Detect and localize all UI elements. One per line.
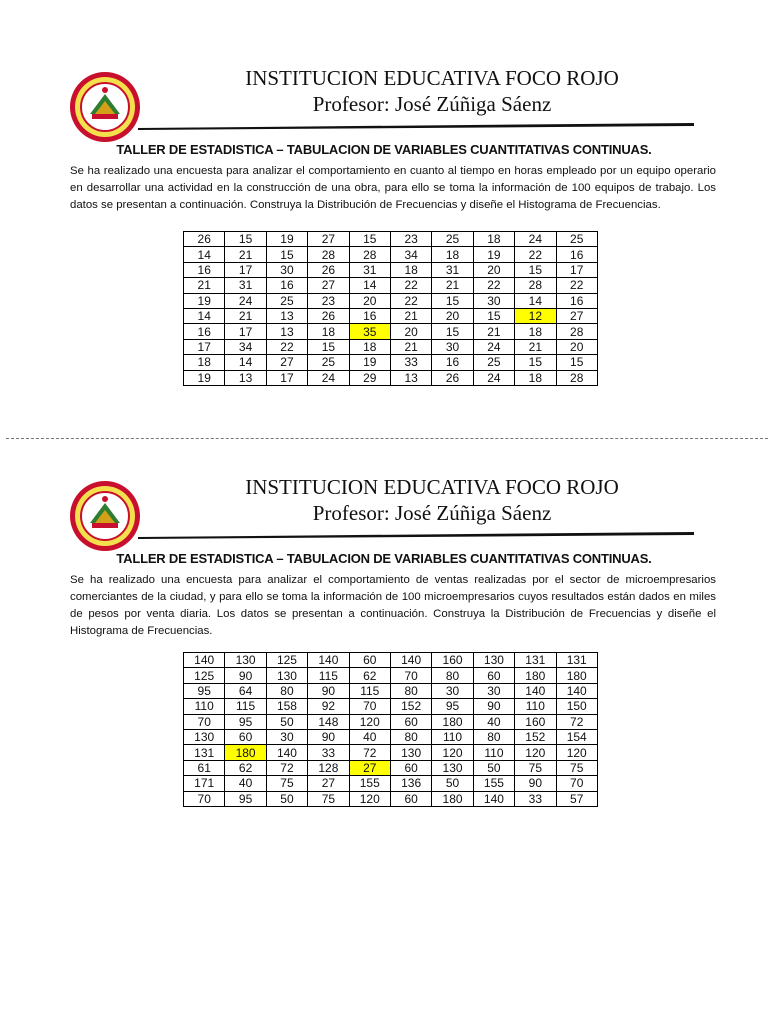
table-cell: 70 — [184, 791, 225, 806]
table-cell: 130 — [266, 668, 307, 683]
problem-statement: Se ha realizado una encuesta para analizar el comportamiento en cuanto al tiempo en horas empleado por un equipo operario en desarrollar una actividad en la construcción de una obra, para ello se toma la información de 100 equipos de trabajo. Los datos se presentan a continuación. Construya la Distribución de Frecuencias y diseñe el Histograma de Frecuencias. — [70, 165, 716, 211]
table-cell: 75 — [266, 776, 307, 791]
table-cell: 180 — [556, 668, 597, 683]
table-cell: 131 — [556, 653, 597, 668]
table-cell: 21 — [432, 278, 473, 293]
table-cell: 72 — [556, 714, 597, 729]
table-row — [184, 293, 598, 308]
table-cell: 24 — [225, 293, 266, 308]
table-row — [184, 683, 598, 698]
table-cell: 70 — [556, 776, 597, 791]
table-cell: 26 — [432, 370, 473, 385]
table-cell: 18 — [432, 247, 473, 262]
table-cell: 70 — [349, 699, 390, 714]
table-cell: 30 — [266, 262, 307, 277]
table-cell: 120 — [349, 714, 390, 729]
table-cell: 90 — [515, 776, 556, 791]
table-cell: 18 — [184, 355, 225, 370]
data-table — [183, 231, 598, 386]
table-cell: 28 — [556, 324, 597, 339]
table-row — [184, 653, 598, 668]
table-cell: 19 — [266, 232, 307, 247]
table-cell: 171 — [184, 776, 225, 791]
table-cell: 15 — [225, 232, 266, 247]
teacher-name: Profesor: José Zúñiga Sáenz — [312, 501, 552, 525]
table-cell: 16 — [556, 293, 597, 308]
table-cell: 27 — [556, 308, 597, 323]
table-cell: 31 — [225, 278, 266, 293]
school-name: INSTITUCION EDUCATIVA FOCO ROJO — [245, 475, 619, 499]
table-cell: 27 — [308, 232, 349, 247]
table-cell: 75 — [515, 760, 556, 775]
table-cell: 27 — [266, 355, 307, 370]
worksheet-title: TALLER DE ESTADISTICA – TABULACION DE VARIABLES CUANTITATIVAS CONTINUAS. — [116, 142, 652, 157]
header-rule — [138, 531, 694, 539]
table-cell: 15 — [515, 355, 556, 370]
table-cell: 154 — [556, 729, 597, 744]
table-cell: 22 — [390, 293, 431, 308]
table-row — [184, 760, 598, 775]
table-cell: 92 — [308, 699, 349, 714]
table-row — [184, 729, 598, 744]
table-cell: 50 — [473, 760, 514, 775]
table-cell: 125 — [184, 668, 225, 683]
table-cell: 24 — [515, 232, 556, 247]
table-cell: 80 — [266, 683, 307, 698]
table-row — [184, 714, 598, 729]
table-cell: 80 — [432, 668, 473, 683]
table-cell: 27 — [308, 278, 349, 293]
table-cell: 14 — [349, 278, 390, 293]
table-cell: 28 — [349, 247, 390, 262]
table-row — [184, 699, 598, 714]
cut-line — [6, 438, 768, 439]
table-cell: 30 — [266, 729, 307, 744]
table-cell: 75 — [308, 791, 349, 806]
table-cell: 31 — [349, 262, 390, 277]
table-cell: 18 — [515, 370, 556, 385]
table-cell: 120 — [349, 791, 390, 806]
table-cell: 155 — [349, 776, 390, 791]
table-cell: 140 — [390, 653, 431, 668]
table-cell: 18 — [515, 324, 556, 339]
table-cell: 17 — [556, 262, 597, 277]
table-cell: 28 — [308, 247, 349, 262]
table-cell: 15 — [349, 232, 390, 247]
table-row — [184, 355, 598, 370]
table-cell: 23 — [308, 293, 349, 308]
problem-statement: Se ha realizado una encuesta para analizar el comportamiento de ventas realizadas por el sector de microempresarios comerciantes de la ciudad, y para ello se toma la información de 100 microempresarios cuyos resultados están dados en miles de pesos por venta diaria. Los datos se presentan a continuación. Construya la Distribución de Frecuencias y diseñe el Histograma de Frecuencias. — [70, 574, 716, 637]
data-table — [183, 652, 598, 807]
table-cell: 130 — [390, 745, 431, 760]
table-cell: 21 — [225, 308, 266, 323]
table-cell: 16 — [349, 308, 390, 323]
table-cell: 70 — [184, 714, 225, 729]
table-cell: 152 — [515, 729, 556, 744]
table-cell: 62 — [225, 760, 266, 775]
table-cell: 19 — [184, 293, 225, 308]
table-cell: 75 — [556, 760, 597, 775]
table-cell: 33 — [515, 791, 556, 806]
table-cell: 16 — [266, 278, 307, 293]
table-cell: 18 — [473, 232, 514, 247]
table-cell: 60 — [390, 714, 431, 729]
table-cell: 160 — [432, 653, 473, 668]
table-cell: 140 — [515, 683, 556, 698]
table-row — [184, 247, 598, 262]
table-cell: 140 — [308, 653, 349, 668]
table-cell: 155 — [473, 776, 514, 791]
table-cell: 57 — [556, 791, 597, 806]
table-cell: 15 — [308, 339, 349, 354]
table-cell: 180 — [432, 714, 473, 729]
table-cell: 40 — [473, 714, 514, 729]
table-cell: 72 — [266, 760, 307, 775]
table-row — [184, 745, 598, 760]
table-cell: 15 — [473, 308, 514, 323]
table-cell: 131 — [184, 745, 225, 760]
table-cell: 128 — [308, 760, 349, 775]
table-cell: 115 — [308, 668, 349, 683]
table-cell: 14 — [184, 247, 225, 262]
table-cell: 15 — [515, 262, 556, 277]
table-cell: 17 — [225, 262, 266, 277]
highlighted-cell: 35 — [349, 324, 390, 339]
table-cell: 50 — [266, 791, 307, 806]
table-cell: 14 — [225, 355, 266, 370]
table-cell: 18 — [390, 262, 431, 277]
table-cell: 34 — [225, 339, 266, 354]
table-cell: 110 — [473, 745, 514, 760]
teacher-name: Profesor: José Zúñiga Sáenz — [312, 92, 552, 116]
table-cell: 115 — [225, 699, 266, 714]
table-cell: 18 — [308, 324, 349, 339]
table-cell: 25 — [308, 355, 349, 370]
table-cell: 19 — [184, 370, 225, 385]
table-cell: 34 — [390, 247, 431, 262]
table-cell: 17 — [225, 324, 266, 339]
table-row — [184, 339, 598, 354]
table-cell: 95 — [225, 791, 266, 806]
table-cell: 131 — [515, 653, 556, 668]
table-cell: 40 — [225, 776, 266, 791]
table-row — [184, 308, 598, 323]
table-cell: 20 — [390, 324, 431, 339]
table-cell: 140 — [184, 653, 225, 668]
table-cell: 14 — [184, 308, 225, 323]
table-cell: 18 — [349, 339, 390, 354]
table-cell: 25 — [432, 232, 473, 247]
worksheet-title: TALLER DE ESTADISTICA – TABULACION DE VARIABLES CUANTITATIVAS CONTINUAS. — [116, 551, 652, 566]
table-cell: 72 — [349, 745, 390, 760]
table-cell: 29 — [349, 370, 390, 385]
header-rule — [138, 122, 694, 130]
table-cell: 21 — [390, 308, 431, 323]
table-cell: 24 — [473, 370, 514, 385]
table-cell: 120 — [556, 745, 597, 760]
highlighted-cell: 27 — [349, 760, 390, 775]
table-cell: 140 — [266, 745, 307, 760]
table-cell: 160 — [515, 714, 556, 729]
table-cell: 60 — [225, 729, 266, 744]
table-cell: 22 — [473, 278, 514, 293]
table-cell: 110 — [515, 699, 556, 714]
table-cell: 20 — [432, 308, 473, 323]
table-cell: 19 — [349, 355, 390, 370]
table-cell: 64 — [225, 683, 266, 698]
table-cell: 136 — [390, 776, 431, 791]
table-cell: 16 — [184, 324, 225, 339]
table-cell: 23 — [390, 232, 431, 247]
table-row — [184, 324, 598, 339]
table-cell: 17 — [266, 370, 307, 385]
table-cell: 60 — [390, 760, 431, 775]
table-cell: 20 — [349, 293, 390, 308]
table-row — [184, 232, 598, 247]
table-cell: 28 — [515, 278, 556, 293]
table-cell: 15 — [432, 293, 473, 308]
table-cell: 90 — [308, 683, 349, 698]
table-cell: 130 — [184, 729, 225, 744]
table-cell: 22 — [515, 247, 556, 262]
table-cell: 14 — [515, 293, 556, 308]
table-cell: 16 — [556, 247, 597, 262]
table-cell: 130 — [473, 653, 514, 668]
table-cell: 30 — [432, 683, 473, 698]
table-cell: 90 — [225, 668, 266, 683]
table-cell: 19 — [473, 247, 514, 262]
table-cell: 17 — [184, 339, 225, 354]
table-cell: 130 — [432, 760, 473, 775]
table-cell: 90 — [473, 699, 514, 714]
table-cell: 50 — [432, 776, 473, 791]
school-name: INSTITUCION EDUCATIVA FOCO ROJO — [245, 66, 619, 90]
table-cell: 140 — [473, 791, 514, 806]
table-cell: 40 — [349, 729, 390, 744]
table-cell: 95 — [432, 699, 473, 714]
table-cell: 31 — [432, 262, 473, 277]
table-cell: 33 — [308, 745, 349, 760]
table-cell: 61 — [184, 760, 225, 775]
table-cell: 15 — [432, 324, 473, 339]
table-cell: 30 — [473, 683, 514, 698]
table-cell: 15 — [266, 247, 307, 262]
table-cell: 16 — [432, 355, 473, 370]
table-cell: 80 — [473, 729, 514, 744]
table-cell: 20 — [556, 339, 597, 354]
table-cell: 30 — [432, 339, 473, 354]
table-cell: 33 — [390, 355, 431, 370]
table-cell: 22 — [266, 339, 307, 354]
table-cell: 130 — [225, 653, 266, 668]
table-cell: 62 — [349, 668, 390, 683]
table-cell: 60 — [473, 668, 514, 683]
table-cell: 24 — [308, 370, 349, 385]
highlighted-cell: 180 — [225, 745, 266, 760]
table-cell: 24 — [473, 339, 514, 354]
table-cell: 120 — [515, 745, 556, 760]
table-cell: 150 — [556, 699, 597, 714]
table-cell: 125 — [266, 653, 307, 668]
table-cell: 180 — [432, 791, 473, 806]
table-cell: 115 — [349, 683, 390, 698]
table-cell: 158 — [266, 699, 307, 714]
table-cell: 28 — [556, 370, 597, 385]
table-cell: 120 — [432, 745, 473, 760]
table-cell: 27 — [308, 776, 349, 791]
table-cell: 30 — [473, 293, 514, 308]
table-cell: 70 — [390, 668, 431, 683]
highlighted-cell: 12 — [515, 308, 556, 323]
table-cell: 180 — [515, 668, 556, 683]
table-cell: 95 — [225, 714, 266, 729]
table-cell: 26 — [308, 308, 349, 323]
table-cell: 21 — [184, 278, 225, 293]
table-cell: 13 — [225, 370, 266, 385]
table-cell: 148 — [308, 714, 349, 729]
table-cell: 22 — [556, 278, 597, 293]
table-row — [184, 262, 598, 277]
table-cell: 21 — [473, 324, 514, 339]
table-cell: 95 — [184, 683, 225, 698]
table-cell: 110 — [432, 729, 473, 744]
table-cell: 13 — [266, 308, 307, 323]
table-cell: 21 — [390, 339, 431, 354]
table-row — [184, 278, 598, 293]
table-cell: 90 — [308, 729, 349, 744]
table-cell: 60 — [390, 791, 431, 806]
table-cell: 15 — [556, 355, 597, 370]
table-row — [184, 370, 598, 385]
table-cell: 80 — [390, 729, 431, 744]
table-row — [184, 791, 598, 806]
table-cell: 25 — [473, 355, 514, 370]
table-cell: 21 — [515, 339, 556, 354]
table-cell: 60 — [349, 653, 390, 668]
table-cell: 26 — [308, 262, 349, 277]
table-row — [184, 668, 598, 683]
table-cell: 140 — [556, 683, 597, 698]
table-cell: 22 — [390, 278, 431, 293]
table-cell: 20 — [473, 262, 514, 277]
table-cell: 152 — [390, 699, 431, 714]
table-cell: 80 — [390, 683, 431, 698]
table-cell: 26 — [184, 232, 225, 247]
table-cell: 50 — [266, 714, 307, 729]
table-cell: 110 — [184, 699, 225, 714]
table-cell: 21 — [225, 247, 266, 262]
table-cell: 13 — [390, 370, 431, 385]
table-cell: 13 — [266, 324, 307, 339]
table-cell: 25 — [556, 232, 597, 247]
table-cell: 25 — [266, 293, 307, 308]
table-cell: 16 — [184, 262, 225, 277]
table-row — [184, 776, 598, 791]
